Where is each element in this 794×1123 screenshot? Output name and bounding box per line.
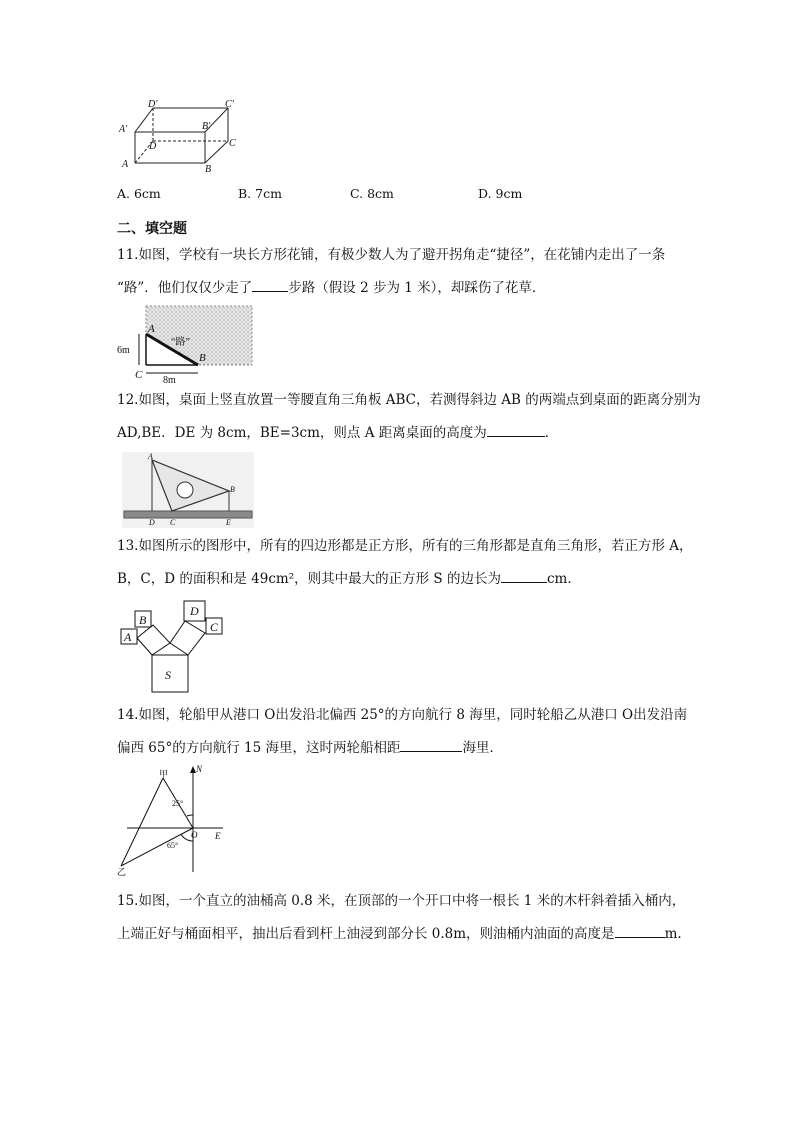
q12-label-c: C xyxy=(170,518,176,527)
label-b-prime: B' xyxy=(202,121,211,132)
q11-flowerbed-figure xyxy=(115,303,255,385)
q10-option-b: B. 7cm xyxy=(238,186,282,201)
q14-label-yi: 乙 xyxy=(117,867,127,876)
q12-label-e: E xyxy=(226,518,231,527)
q12-triangle-figure xyxy=(122,452,254,528)
q11-answer-blank[interactable] xyxy=(252,277,288,292)
q11-label-b: B xyxy=(199,352,206,364)
q11-line1: 11.如图，学校有一块长方形花铺，有极少数人为了避开拐角走“捷径”，在花铺内走出了一条 xyxy=(117,247,666,263)
q12-text-after: ． xyxy=(544,425,559,441)
q10-box-figure xyxy=(115,96,245,178)
q14-line1: 14.如图，轮船甲从港口 O出发沿北偏西 25°的方向航行 8 海里，同时轮船乙从港口 O出发沿南 xyxy=(117,707,688,723)
q11-label-width: 8m xyxy=(163,375,176,385)
q14-label-o: O xyxy=(191,830,198,840)
q12-answer-blank[interactable] xyxy=(487,422,545,437)
q13-line1: 13.如图所示的图形中，所有的四边形都是正方形，所有的三角形都是直角三角形，若正方形 A， xyxy=(117,538,693,554)
q13-line2 xyxy=(117,568,707,589)
q13-text-before: B，C，D 的面积和是 49cm²，则其中最大的正方形 S 的边长为 xyxy=(117,571,501,587)
q14-label-e: E xyxy=(215,831,221,841)
q11-label-road: “路” xyxy=(171,337,190,348)
section-title: 二、填空题 xyxy=(117,221,187,237)
label-c: C xyxy=(229,138,236,149)
q15-line2 xyxy=(117,923,707,944)
q11-text-before: “路”．他们仅仅少走了 xyxy=(117,280,253,296)
label-d-prime: D' xyxy=(148,99,158,110)
label-c-prime: C' xyxy=(225,99,234,110)
q14-label-jia: 甲 xyxy=(159,769,169,779)
q12-label-d: D xyxy=(149,518,155,527)
q10-option-a: A. 6cm xyxy=(117,186,161,201)
q15-text-before: 上端正好与桶面相平，抽出后看到杆上油浸到部分长 0.8m，则油桶内油面的高度是 xyxy=(117,926,615,942)
q13-label-b: B xyxy=(139,613,147,627)
q12-label-b: B xyxy=(230,485,235,494)
q15-text-after: m. xyxy=(664,926,682,942)
q15-answer-blank[interactable] xyxy=(615,923,665,938)
q12-label-a: A xyxy=(148,452,153,461)
q15-line1: 15.如图，一个直立的油桶高 0.8 米，在顶部的一个开口中将一根长 1 米的木杆斜着插入桶内， xyxy=(117,893,686,909)
q11-line2 xyxy=(117,277,707,298)
q11-label-c: C xyxy=(135,369,143,381)
q13-label-c: C xyxy=(210,620,219,634)
q13-squares-figure xyxy=(115,596,230,696)
q14-answer-blank[interactable] xyxy=(400,737,462,752)
q12-line2 xyxy=(117,422,707,443)
q14-line2 xyxy=(117,737,707,758)
q14-label-angle2: 65° xyxy=(167,841,179,850)
q12-line1: 12.如图，桌面上竖直放置一等腰直角三角板 ABC，若测得斜边 AB 的两端点到桌面的距离分别为 xyxy=(117,392,701,408)
q10-option-d: D. 9cm xyxy=(478,186,523,201)
q11-text-after: 步路（假设 2 步为 1 米），却踩伤了花草． xyxy=(288,280,546,296)
q13-label-a: A xyxy=(124,630,132,644)
q14-navigation-figure xyxy=(115,764,235,876)
q13-label-d: D xyxy=(190,604,199,618)
q13-answer-blank[interactable] xyxy=(501,568,547,583)
q13-text-after: cm． xyxy=(546,571,581,587)
q13-label-s: S xyxy=(165,668,171,682)
q11-label-a: A xyxy=(148,323,155,335)
q14-label-angle1: 25° xyxy=(172,799,184,808)
q14-text-before: 偏西 65°的方向航行 15 海里，这时两轮船相距 xyxy=(117,740,401,756)
q10-option-c: C. 8cm xyxy=(350,186,394,201)
q14-text-after: 海里． xyxy=(462,740,503,756)
label-d: D xyxy=(149,141,157,152)
q14-label-n: N xyxy=(196,764,203,774)
label-b: B xyxy=(205,164,212,175)
label-a: A xyxy=(122,159,129,170)
label-a-prime: A' xyxy=(119,124,128,135)
q12-text-before: AD,BE．DE 为 8cm，BE=3cm，则点 A 距离桌面的高度为 xyxy=(117,425,487,441)
q11-label-height: 6m xyxy=(117,345,130,356)
